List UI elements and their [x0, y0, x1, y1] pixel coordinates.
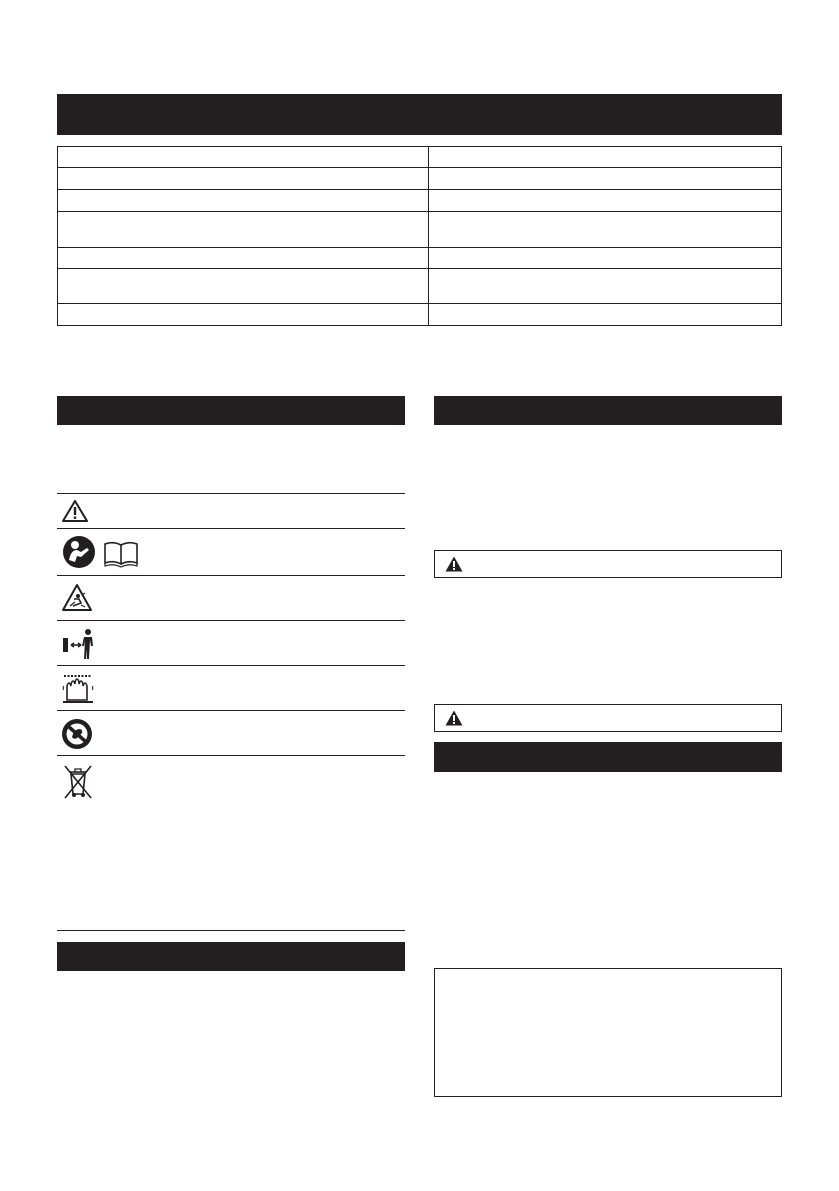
spec-label — [58, 190, 429, 212]
spec-value — [429, 190, 782, 212]
symbol-row — [57, 528, 405, 575]
symbols-section-header — [57, 396, 405, 425]
flying-debris-icon — [61, 583, 93, 618]
table-row — [58, 190, 782, 212]
spec-value — [429, 304, 782, 326]
spec-label — [58, 212, 429, 248]
symbol-row — [57, 665, 405, 710]
spec-value — [429, 168, 782, 190]
warning-triangle-icon — [445, 556, 463, 572]
spec-value — [429, 248, 782, 269]
table-row — [58, 147, 782, 168]
intended-use-section-header — [57, 942, 405, 971]
warning-box — [434, 550, 782, 578]
symbol-row — [57, 493, 405, 528]
spec-label — [58, 269, 429, 304]
spec-label — [58, 248, 429, 269]
hot-surface-icon — [61, 672, 95, 709]
table-row — [58, 168, 782, 190]
symbol-row — [57, 710, 405, 755]
table-row — [58, 269, 782, 304]
specifications-table — [57, 146, 782, 326]
table-row — [58, 304, 782, 326]
spec-label — [58, 168, 429, 190]
warning-triangle-icon — [445, 710, 463, 726]
symbol-row — [57, 575, 405, 620]
spec-value — [429, 212, 782, 248]
table-row — [58, 248, 782, 269]
symbol-row — [57, 755, 405, 931]
symbol-row — [57, 620, 405, 665]
keep-distance-icon — [61, 628, 97, 665]
warning-triangle-icon — [61, 499, 89, 528]
read-manual-icon — [61, 534, 141, 575]
spec-label — [58, 304, 429, 326]
spec-value — [429, 269, 782, 304]
crossed-bin-icon — [61, 764, 95, 805]
note-box — [434, 968, 782, 1097]
no-wet-conditions-icon — [61, 718, 93, 755]
warning-box — [434, 704, 782, 732]
right-top-section-header — [434, 396, 782, 425]
spec-value — [429, 147, 782, 168]
header-bar — [57, 94, 782, 135]
spec-label — [58, 147, 429, 168]
table-row — [58, 212, 782, 248]
right-middle-section-header — [434, 742, 782, 772]
